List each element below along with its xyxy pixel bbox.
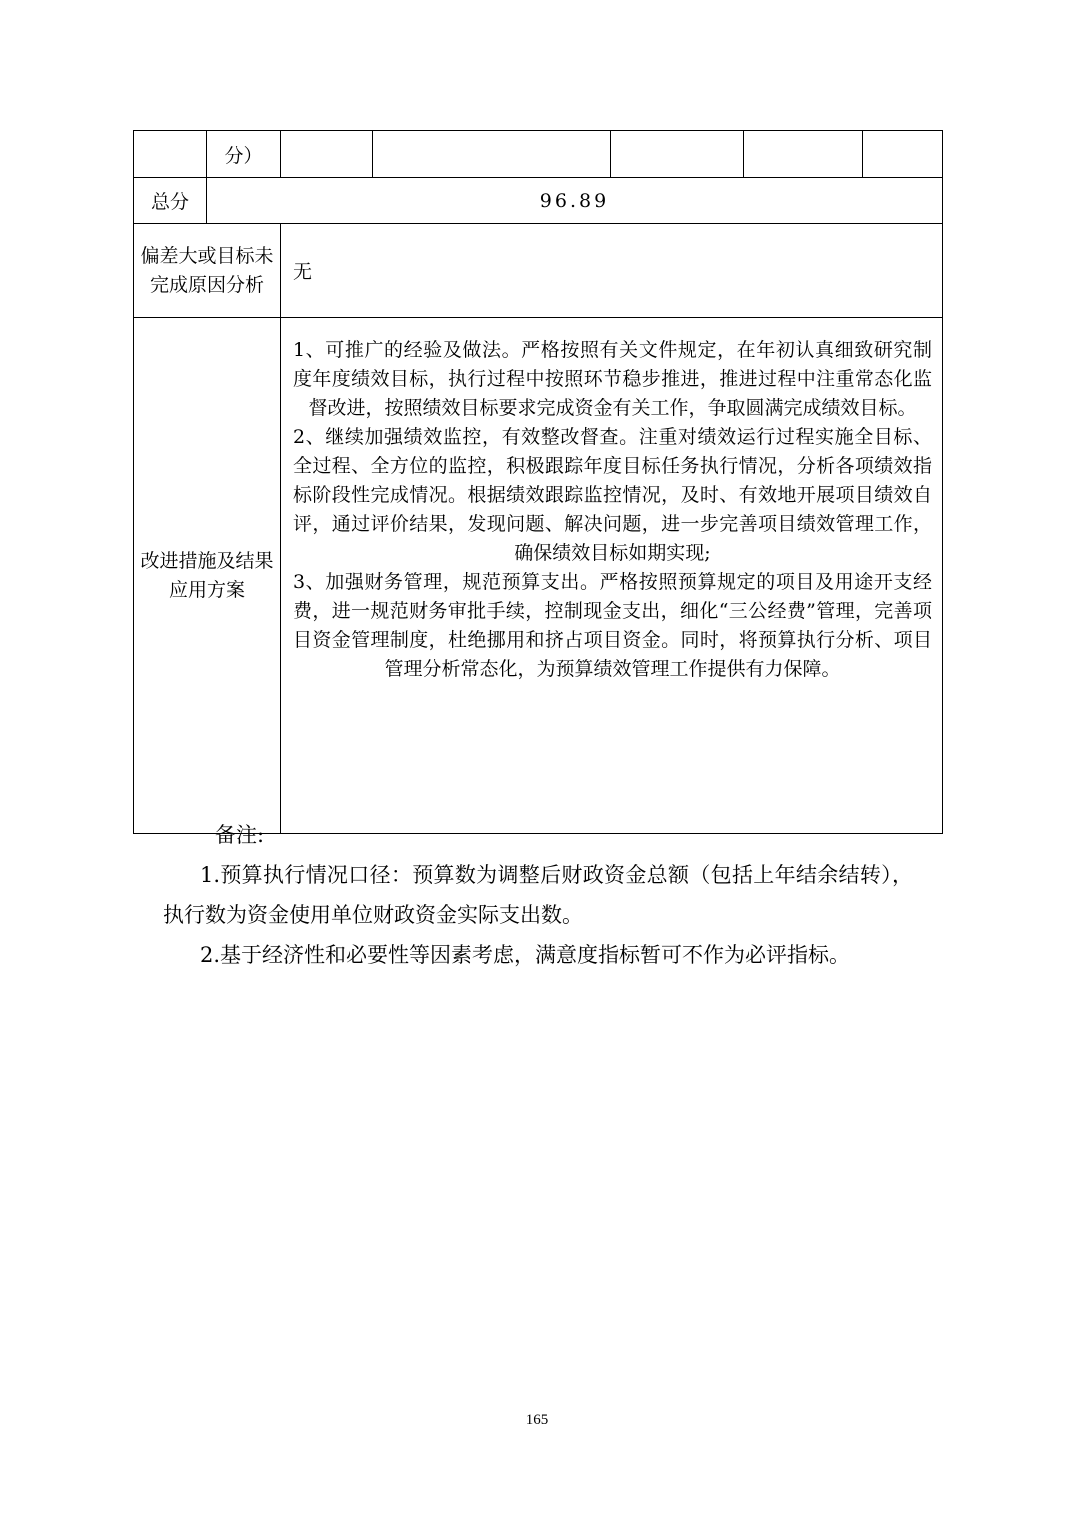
continued-label-cell: 分）: [207, 131, 281, 178]
improvement-paragraph-3: 3、加强财务管理，规范预算支出。严格按照预算规定的项目及用途开支经费，进一规范财务审批手续，控制现金支出，细化“三公经费”管理，完善项目资金管理制度，杜绝挪用和挤占项目资金。同时，将预算执行分析、项目管理分析常态化，为预算绩效管理工作提供有力保障。: [293, 571, 932, 680]
notes-title: 备注:: [215, 823, 265, 847]
deviation-value: 无: [281, 224, 943, 318]
improvement-paragraph-2: 2、继续加强绩效监控，有效整改督查。注重对绩效运行过程实施全目标、全过程、全方位的监控，积极跟踪年度目标任务执行情况，分析各项绩效指标阶段性完成情况。根据绩效跟踪监控情况，及时、有效地开展项目绩效自评，通过评价结果，发现问题、解决问题，进一步完善项目绩效管理工作，确保绩效目标如期实现;: [293, 426, 932, 564]
total-score: 96.89: [207, 178, 943, 224]
total-label: 总分: [134, 178, 207, 224]
page-number: 165: [525, 1412, 549, 1428]
table-row-total: [134, 178, 943, 224]
table-cell: [863, 131, 943, 178]
evaluation-table: [133, 130, 943, 834]
table-cell: [611, 131, 744, 178]
table-cell: [134, 131, 207, 178]
deviation-label: 偏差大或目标未完成原因分析: [134, 224, 281, 318]
table-cell: [281, 131, 373, 178]
table-row-deviation: [134, 224, 943, 318]
notes-section: [163, 815, 913, 975]
improvement-content: [281, 318, 943, 834]
improvement-label: 改进措施及结果应用方案: [134, 318, 281, 834]
note-item-1: 1.预算执行情况口径：预算数为调整后财政资金总额（包括上年结余结转），执行数为资金使用单位财政资金实际支出数。: [163, 863, 913, 927]
table-row-improvement: [134, 318, 943, 834]
note-item-2: 2.基于经济性和必要性等因素考虑，满意度指标暂可不作为必评指标。: [200, 943, 851, 967]
table-row-continued: [134, 131, 943, 178]
table-cell: [744, 131, 863, 178]
improvement-paragraph-1: 1、可推广的经验及做法。严格按照有关文件规定，在年初认真细致研究制度年度绩效目标，执行过程中按照环节稳步推进，推进过程中注重常态化监督改进，按照绩效目标要求完成资金有关工作，争取圆满完成绩效目标。: [293, 339, 932, 419]
table-cell: [373, 131, 611, 178]
